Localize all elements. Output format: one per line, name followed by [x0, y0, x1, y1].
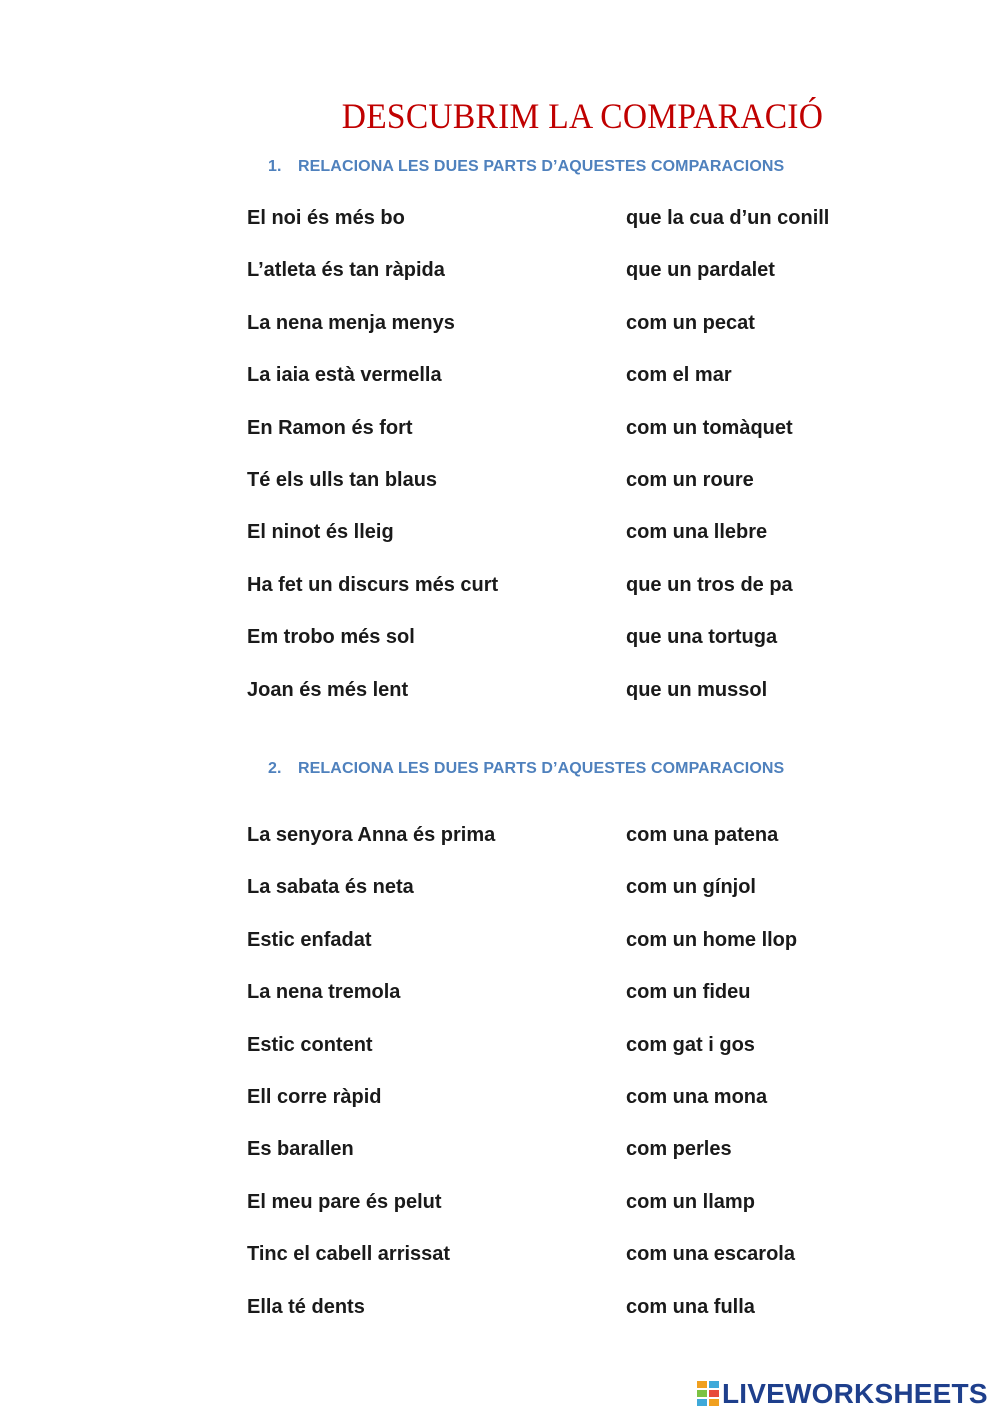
- comparison-row: [0, 1296, 1000, 1326]
- comparison-right-part: com un llamp: [626, 1190, 755, 1213]
- section-1-heading-text: RELACIONA LES DUES PARTS D’AQUESTES COMPARACIONS: [298, 158, 785, 175]
- comparison-right-part: com un gínjol: [626, 876, 756, 899]
- comparison-row: [0, 417, 1000, 447]
- liveworksheets-logo-icon: [697, 1381, 719, 1407]
- comparison-row: [0, 259, 1000, 289]
- section-2-heading-text: RELACIONA LES DUES PARTS D’AQUESTES COMPARACIONS: [298, 760, 785, 777]
- comparison-right-part: que un pardalet: [626, 259, 775, 282]
- comparison-left-part: Ella té dents: [247, 1295, 365, 1318]
- comparison-right-part: com gat i gos: [626, 1033, 755, 1056]
- comparison-row: [0, 679, 1000, 709]
- comparison-left-part: Té els ulls tan blaus: [247, 469, 438, 491]
- comparison-row: [0, 1191, 1000, 1221]
- comparison-right-part: com una escarola: [626, 1243, 795, 1266]
- comparison-row: [0, 207, 1000, 237]
- comparison-row: [0, 364, 1000, 394]
- comparison-right-part: com una fulla: [626, 1295, 755, 1318]
- comparison-row: [0, 1086, 1000, 1116]
- comparison-right-part: com un tomàquet: [626, 416, 793, 439]
- comparison-right-part: com el mar: [626, 364, 732, 387]
- comparison-left-part: Joan és més lent: [247, 678, 409, 701]
- comparison-right-part: que la cua d’un conill: [626, 207, 830, 229]
- comparison-row: [0, 1243, 1000, 1273]
- comparison-right-part: com una mona: [626, 1086, 768, 1108]
- comparison-right-part: com un fideu: [626, 981, 751, 1004]
- comparison-left-part: La sabata és neta: [247, 876, 414, 899]
- comparison-left-part: El meu pare és pelut: [247, 1190, 442, 1213]
- comparison-right-part: com un pecat: [626, 311, 755, 334]
- comparison-left-part: Estic content: [247, 1033, 373, 1056]
- comparison-row: [0, 312, 1000, 342]
- comparison-row: [0, 824, 1000, 854]
- comparison-left-part: La nena tremola: [247, 981, 401, 1004]
- comparison-left-part: El ninot és lleig: [247, 521, 394, 544]
- comparison-left-part: Tinc el cabell arrissat: [247, 1243, 451, 1266]
- section-1-number: 1.: [268, 158, 282, 175]
- comparison-left-part: Es barallen: [247, 1138, 354, 1161]
- comparison-row: [0, 469, 1000, 499]
- section-1-heading: [268, 158, 784, 176]
- comparison-row: [0, 981, 1000, 1011]
- comparison-left-part: La nena menja menys: [247, 311, 455, 334]
- section-2-number: 2.: [268, 760, 282, 777]
- liveworksheets-logo-text: LIVEWORKSHEETS: [722, 1378, 988, 1409]
- comparison-row: [0, 929, 1000, 959]
- comparison-left-part: Ha fet un discurs més curt: [247, 573, 499, 596]
- comparison-right-part: que un tros de pa: [626, 573, 793, 596]
- comparison-row: [0, 876, 1000, 906]
- section-2-heading: [268, 760, 784, 778]
- comparison-row: [0, 1034, 1000, 1064]
- comparison-right-part: com perles: [626, 1138, 732, 1161]
- liveworksheets-logo: [697, 1378, 988, 1410]
- comparison-right-part: com una patena: [626, 824, 779, 846]
- comparison-row: [0, 1138, 1000, 1168]
- comparison-right-part: com un home llop: [626, 928, 798, 951]
- comparison-left-part: Estic enfadat: [247, 928, 372, 951]
- page-title: DESCUBRIM LA COMPARACIÓ: [341, 96, 824, 136]
- comparison-left-part: En Ramon és fort: [247, 416, 413, 439]
- comparison-right-part: com una llebre: [626, 521, 768, 544]
- comparison-left-part: Ell corre ràpid: [247, 1086, 382, 1108]
- comparison-row: [0, 574, 1000, 604]
- comparison-right-part: que una tortuga: [626, 626, 778, 649]
- comparison-row: [0, 521, 1000, 551]
- comparison-left-part: L’atleta és tan ràpida: [247, 259, 445, 282]
- comparison-left-part: La iaia està vermella: [247, 364, 442, 387]
- comparison-left-part: La senyora Anna és prima: [247, 824, 496, 846]
- comparison-row: [0, 626, 1000, 656]
- comparison-right-part: com un roure: [626, 469, 754, 491]
- comparison-left-part: El noi és més bo: [247, 207, 405, 229]
- comparison-left-part: Em trobo més sol: [247, 626, 415, 649]
- comparison-right-part: que un mussol: [626, 678, 768, 701]
